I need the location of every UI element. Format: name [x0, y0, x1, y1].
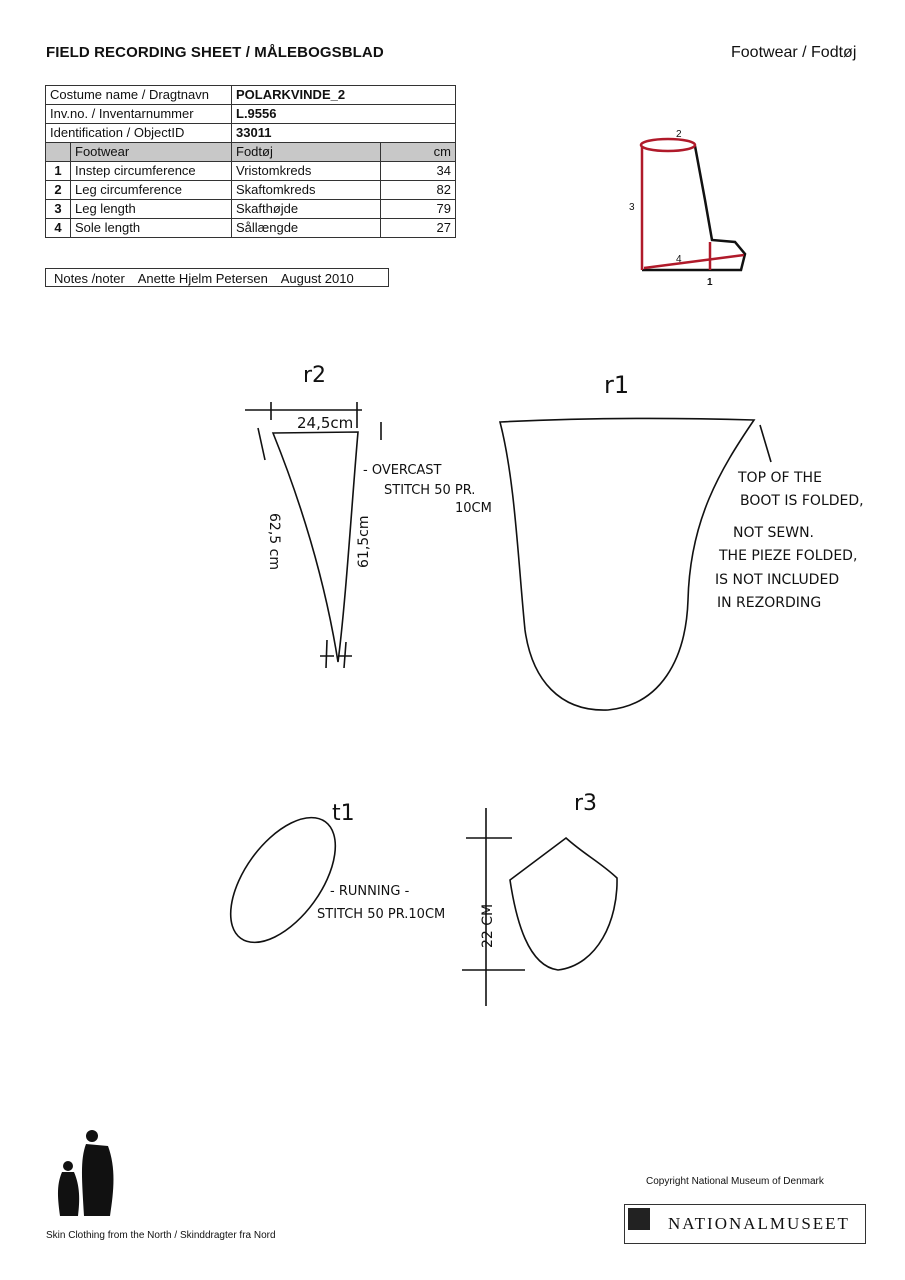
piece-t1 — [210, 799, 445, 960]
r1-note-line2: BOOT IS FOLDED, — [740, 493, 864, 509]
measure-cm: 27 — [381, 219, 456, 238]
sheet-category: Footwear / Fodtøj — [731, 44, 857, 61]
boot-diagram — [629, 129, 745, 288]
logo-adult-head — [86, 1130, 98, 1142]
piece-r1 — [500, 371, 864, 710]
r1-note-line3: NOT SEWN. — [733, 525, 814, 541]
r1-name: r1 — [604, 371, 630, 399]
measure-en: Leg circumference — [71, 181, 232, 200]
piece-r3 — [462, 791, 617, 1006]
r2-tick — [258, 428, 265, 460]
measure-en: Sole length — [71, 219, 232, 238]
logo-child-head — [63, 1161, 73, 1171]
r2-top-measure: 24,5cm — [297, 414, 354, 432]
measure-index: 3 — [46, 200, 71, 219]
logo-child-body — [58, 1172, 79, 1216]
info-label: Costume name / Dragtnavn — [46, 86, 232, 105]
sole-length-mark — [644, 255, 744, 268]
header-da: Fodtøj — [232, 143, 381, 162]
museum-logo — [624, 1204, 866, 1244]
t1-name: t1 — [332, 801, 355, 826]
notes-date: August 2010 — [280, 271, 354, 286]
measure-cm: 79 — [381, 200, 456, 219]
museum-name: NATIONALMUSEET — [668, 1214, 850, 1233]
piece-r2 — [245, 363, 492, 668]
r2-stitch-line1: - OVERCAST — [363, 463, 442, 478]
measure-cm: 34 — [381, 162, 456, 181]
copyright-text: Copyright National Museum of Denmark — [646, 1176, 824, 1187]
r1-note-line4: THE PIEZE FOLDED, — [719, 548, 858, 564]
diagram-label-2: 2 — [676, 129, 682, 140]
info-label: Inv.no. / Inventarnummer — [46, 105, 232, 124]
measure-da: Vristomkreds — [232, 162, 381, 181]
r2-right-measure: 61,5cm — [356, 515, 372, 568]
r1-pointer — [760, 425, 771, 462]
r1-outline — [500, 418, 754, 710]
t1-stitch-line2: STITCH 50 PR.10CM — [317, 907, 446, 922]
r1-note-line5: IS NOT INCLUDED — [715, 572, 840, 588]
info-value: POLARKVINDE_2 — [232, 86, 456, 105]
diagram-label-1: 1 — [707, 277, 713, 288]
r3-outline — [510, 838, 617, 970]
r2-stitch-line2: STITCH 50 PR. — [384, 483, 476, 498]
r2-outline — [273, 432, 358, 662]
r1-note-line1: TOP OF THE — [738, 470, 822, 486]
diagram-label-4: 4 — [676, 254, 682, 265]
measure-en: Instep circumference — [71, 162, 232, 181]
measure-index: 4 — [46, 219, 71, 238]
crown-icon — [628, 1208, 650, 1230]
measure-da: Skaftomkreds — [232, 181, 381, 200]
measure-da: Skafthøjde — [232, 200, 381, 219]
r3-name: r3 — [574, 791, 598, 816]
measure-en: Leg length — [71, 200, 232, 219]
r2-name: r2 — [303, 363, 327, 388]
leg-circumference-mark — [641, 139, 695, 151]
info-value: L.9556 — [232, 105, 456, 124]
measure-cm: 82 — [381, 181, 456, 200]
diagram-label-3: 3 — [629, 202, 635, 213]
header-en: Footwear — [71, 143, 232, 162]
header-unit: cm — [381, 143, 456, 162]
notes-author: Anette Hjelm Petersen — [137, 271, 268, 286]
info-label: Identification / ObjectID — [46, 124, 232, 143]
r1-note-line6: IN REZORDING — [717, 595, 822, 611]
t1-stitch-line1: - RUNNING - — [330, 884, 410, 899]
project-logo — [58, 1130, 114, 1216]
boot-outline — [642, 146, 745, 270]
r2-left-measure: 62,5 cm — [266, 513, 282, 570]
measure-index: 1 — [46, 162, 71, 181]
r3-height-measure: 22 CM — [480, 903, 496, 948]
measure-da: Sållængde — [232, 219, 381, 238]
info-value: 33011 — [232, 124, 456, 143]
project-name: Skin Clothing from the North / Skinddragter fra Nord — [46, 1230, 276, 1241]
measure-index: 2 — [46, 181, 71, 200]
r2-stitch-line3: 10CM — [455, 501, 492, 516]
sheet-title: FIELD RECORDING SHEET / MÅLEBOGSBLAD — [46, 44, 384, 61]
notes-label: Notes /noter — [54, 271, 125, 286]
logo-adult-body — [82, 1144, 114, 1216]
